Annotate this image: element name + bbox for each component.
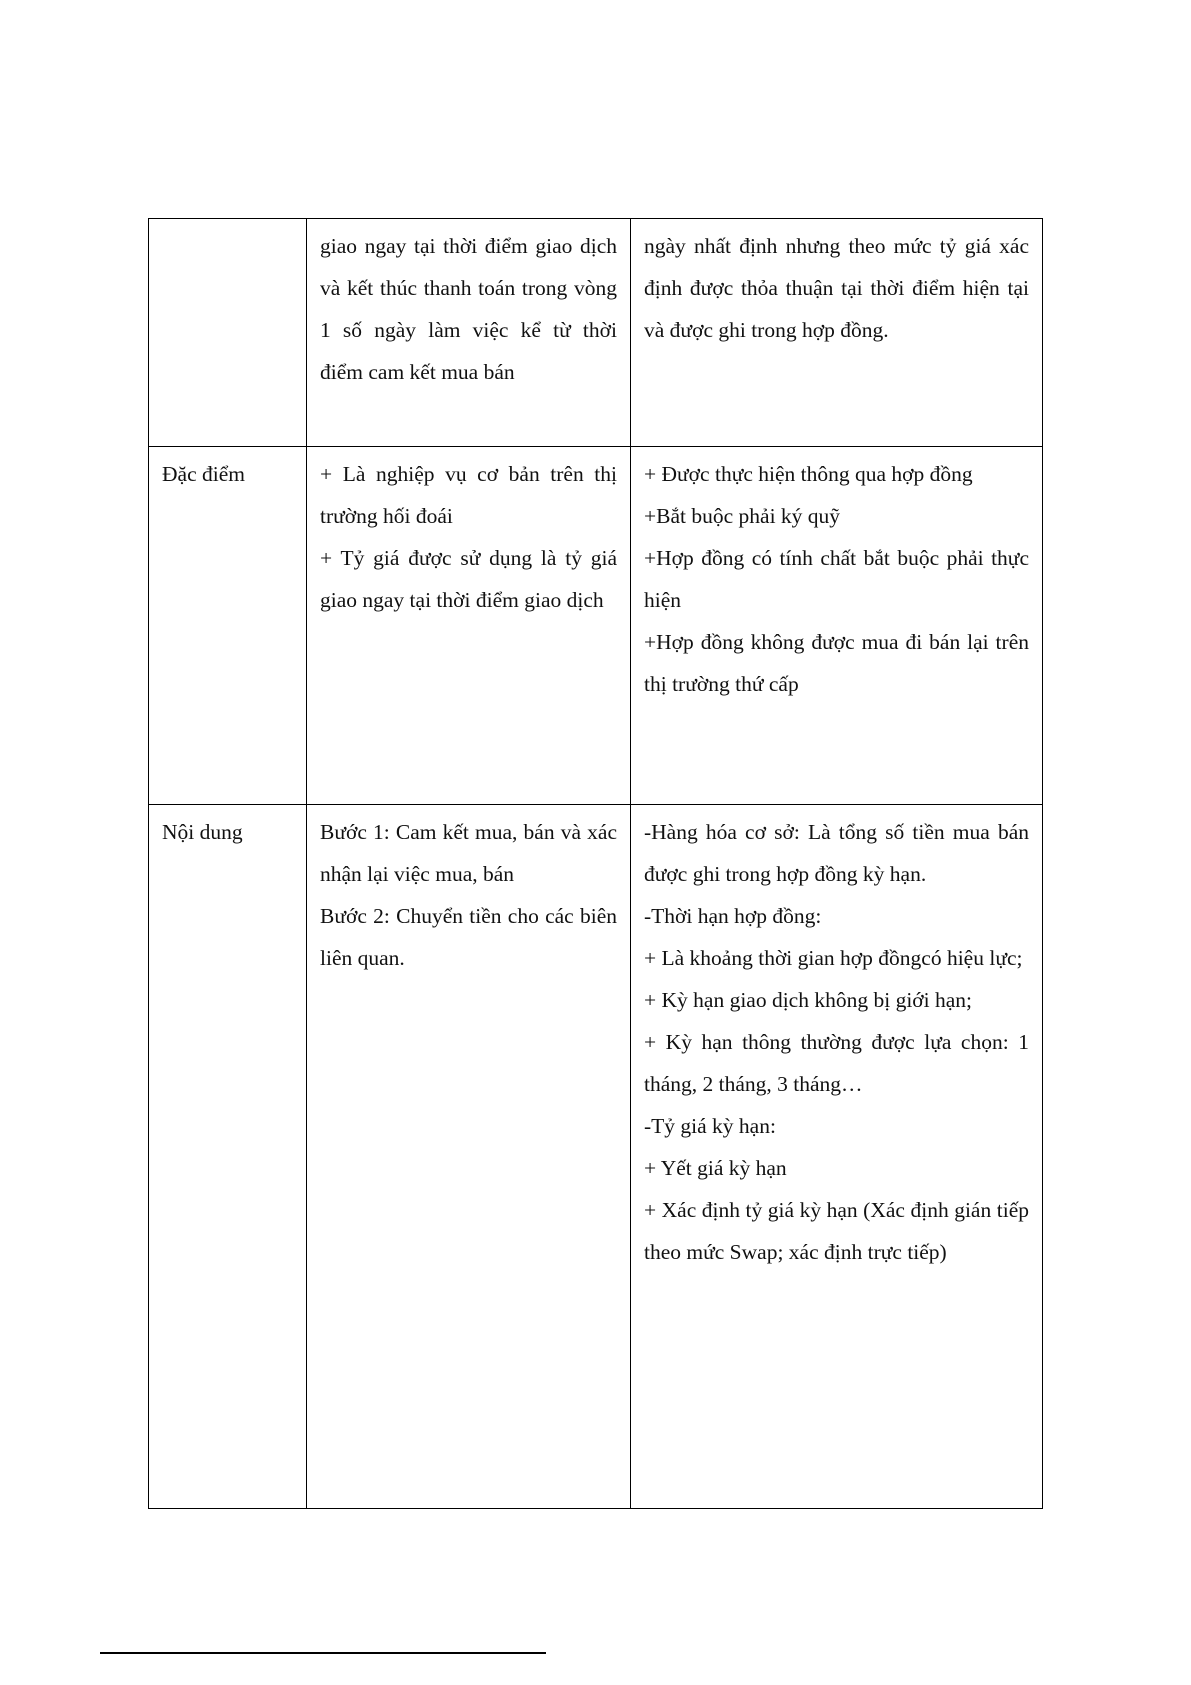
comparison-table: [148, 218, 1043, 1509]
cell-paragraph: +Hợp đồng có tính chất bắt buộc phải thực hiện: [644, 546, 1029, 612]
cell-paragraph: giao ngay tại thời điểm giao dịch và kết thúc thanh toán trong vòng 1 số ngày làm việc kể từ thời điểm cam kết mua bán: [320, 234, 617, 384]
cell-paragraph: Bước 1: Cam kết mua, bán và xác nhận lại việc mua, bán: [320, 820, 617, 886]
cell-paragraph: -Tỷ giá kỳ hạn:: [644, 1114, 776, 1138]
table-row-characteristics: [149, 447, 1043, 805]
cell-paragraph: + Được thực hiện thông qua hợp đồng: [644, 462, 973, 486]
row-label-cell: [149, 447, 307, 805]
cell-paragraph: + Kỳ hạn thông thường được lựa chọn: 1 tháng, 2 tháng, 3 tháng…: [644, 1030, 1029, 1096]
cell-paragraph: -Hàng hóa cơ sở: Là tổng số tiền mua bán được ghi trong hợp đồng kỳ hạn.: [644, 820, 1029, 886]
forward-characteristics-cell: [631, 447, 1043, 805]
cell-paragraph: + Yết giá kỳ hạn: [644, 1156, 787, 1180]
forward-definition-cell: [631, 219, 1043, 447]
cell-paragraph: + Xác định tỷ giá kỳ hạn (Xác định gián tiếp theo mức Swap; xác định trực tiếp): [644, 1198, 1029, 1264]
cell-paragraph: +Bắt buộc phải ký quỹ: [644, 504, 841, 528]
table-row-definition: [149, 219, 1043, 447]
forward-content-cell: [631, 805, 1043, 1509]
cell-paragraph: ngày nhất định nhưng theo mức tỷ giá xác định được thỏa thuận tại thời điểm hiện tại và được ghi trong hợp đồng.: [644, 234, 1029, 342]
row-label: Đặc điểm: [162, 462, 245, 486]
cell-paragraph: + Kỳ hạn giao dịch không bị giới hạn;: [644, 988, 973, 1012]
spot-content-cell: [307, 805, 631, 1509]
footnote-separator-rule: [100, 1652, 546, 1654]
cell-paragraph: -Thời hạn hợp đồng:: [644, 904, 822, 928]
cell-paragraph: Bước 2: Chuyển tiền cho các biên liên quan.: [320, 904, 617, 970]
cell-paragraph: +Hợp đồng không được mua đi bán lại trên thị trường thứ cấp: [644, 630, 1029, 696]
spot-definition-cell: [307, 219, 631, 447]
row-label: Nội dung: [162, 820, 243, 844]
row-label-cell: [149, 805, 307, 1509]
row-label-cell: [149, 219, 307, 447]
cell-paragraph: + Tỷ giá được sử dụng là tỷ giá giao ngay tại thời điểm giao dịch: [320, 546, 617, 612]
cell-paragraph: + Là nghiệp vụ cơ bản trên thị trường hối đoái: [320, 462, 617, 528]
table-row-content: [149, 805, 1043, 1509]
spot-characteristics-cell: [307, 447, 631, 805]
cell-paragraph: + Là khoảng thời gian hợp đồngcó hiệu lực;: [644, 946, 1023, 970]
